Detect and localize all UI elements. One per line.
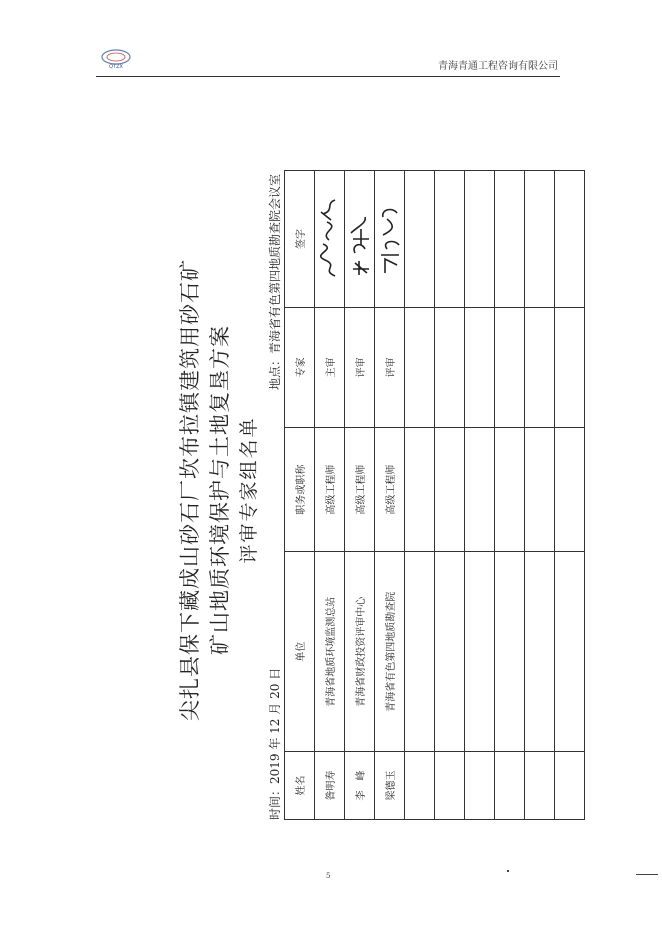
- doc-title-line3: 评审专家组名单: [238, 416, 260, 564]
- col-header-signature: 签字: [285, 171, 315, 308]
- signature-1: [315, 171, 345, 308]
- page-number: 5: [326, 872, 331, 880]
- cell-unit: 青海省财政投资评审中心: [345, 552, 375, 752]
- cell-title: 高级工程师: [315, 427, 345, 552]
- cell-role: 评审: [375, 307, 405, 427]
- cell-name: 梁德玉: [375, 752, 405, 820]
- table-row-empty: [495, 171, 525, 820]
- company-logo-icon: [98, 46, 134, 70]
- table-row: [345, 171, 375, 820]
- cell-role: 评审: [345, 307, 375, 427]
- table-row-empty: [465, 171, 495, 820]
- col-header-role: 专家: [285, 307, 315, 427]
- rotated-sheet: [174, 100, 662, 820]
- signature-handwriting-2: [347, 199, 373, 279]
- table-row-empty: [435, 171, 465, 820]
- meeting-time: 时间：2019 年 12 月 20 日: [268, 667, 282, 820]
- footer-rule: [636, 874, 658, 875]
- cell-title: 高级工程师: [375, 427, 405, 552]
- company-name: 青海青通工程咨询有限公司: [438, 61, 558, 72]
- table-row-empty: [555, 171, 585, 820]
- signature-handwriting-3: [377, 199, 403, 279]
- expert-table: [284, 170, 585, 820]
- logo-text: QTZX: [109, 64, 123, 70]
- cell-title: 高级工程师: [345, 427, 375, 552]
- table-header-row: [285, 171, 315, 820]
- cell-role: 主审: [315, 307, 345, 427]
- page-header: [96, 44, 560, 77]
- table-row: [315, 171, 345, 820]
- col-header-title: 职务或职称: [285, 427, 315, 552]
- cell-unit: 青海省有色第四地质勘查院: [375, 552, 405, 752]
- meeting-place: 地点：青海省有色第四地质勘查院会议室: [268, 173, 282, 390]
- signature-3: [375, 171, 405, 308]
- doc-title-line1: 尖扎县保下藏成山砂石厂坎布拉镇建筑用砂石矿: [178, 259, 202, 721]
- col-header-unit: 单位: [285, 552, 315, 752]
- table-row: [375, 171, 405, 820]
- cell-name: 昝明寿: [315, 752, 345, 820]
- cell-unit: 青海省地质环境监测总站: [315, 552, 345, 752]
- signature-handwriting-1: [317, 194, 343, 284]
- cell-name: 李 峰: [345, 752, 375, 820]
- col-header-name: 姓名: [285, 752, 315, 820]
- signature-2: [345, 171, 375, 308]
- scan-dot: [507, 870, 509, 872]
- doc-title-line2: 矿山地质环境保护与土地复垦方案: [208, 325, 232, 655]
- table-row-empty: [525, 171, 555, 820]
- table-row-empty: [405, 171, 435, 820]
